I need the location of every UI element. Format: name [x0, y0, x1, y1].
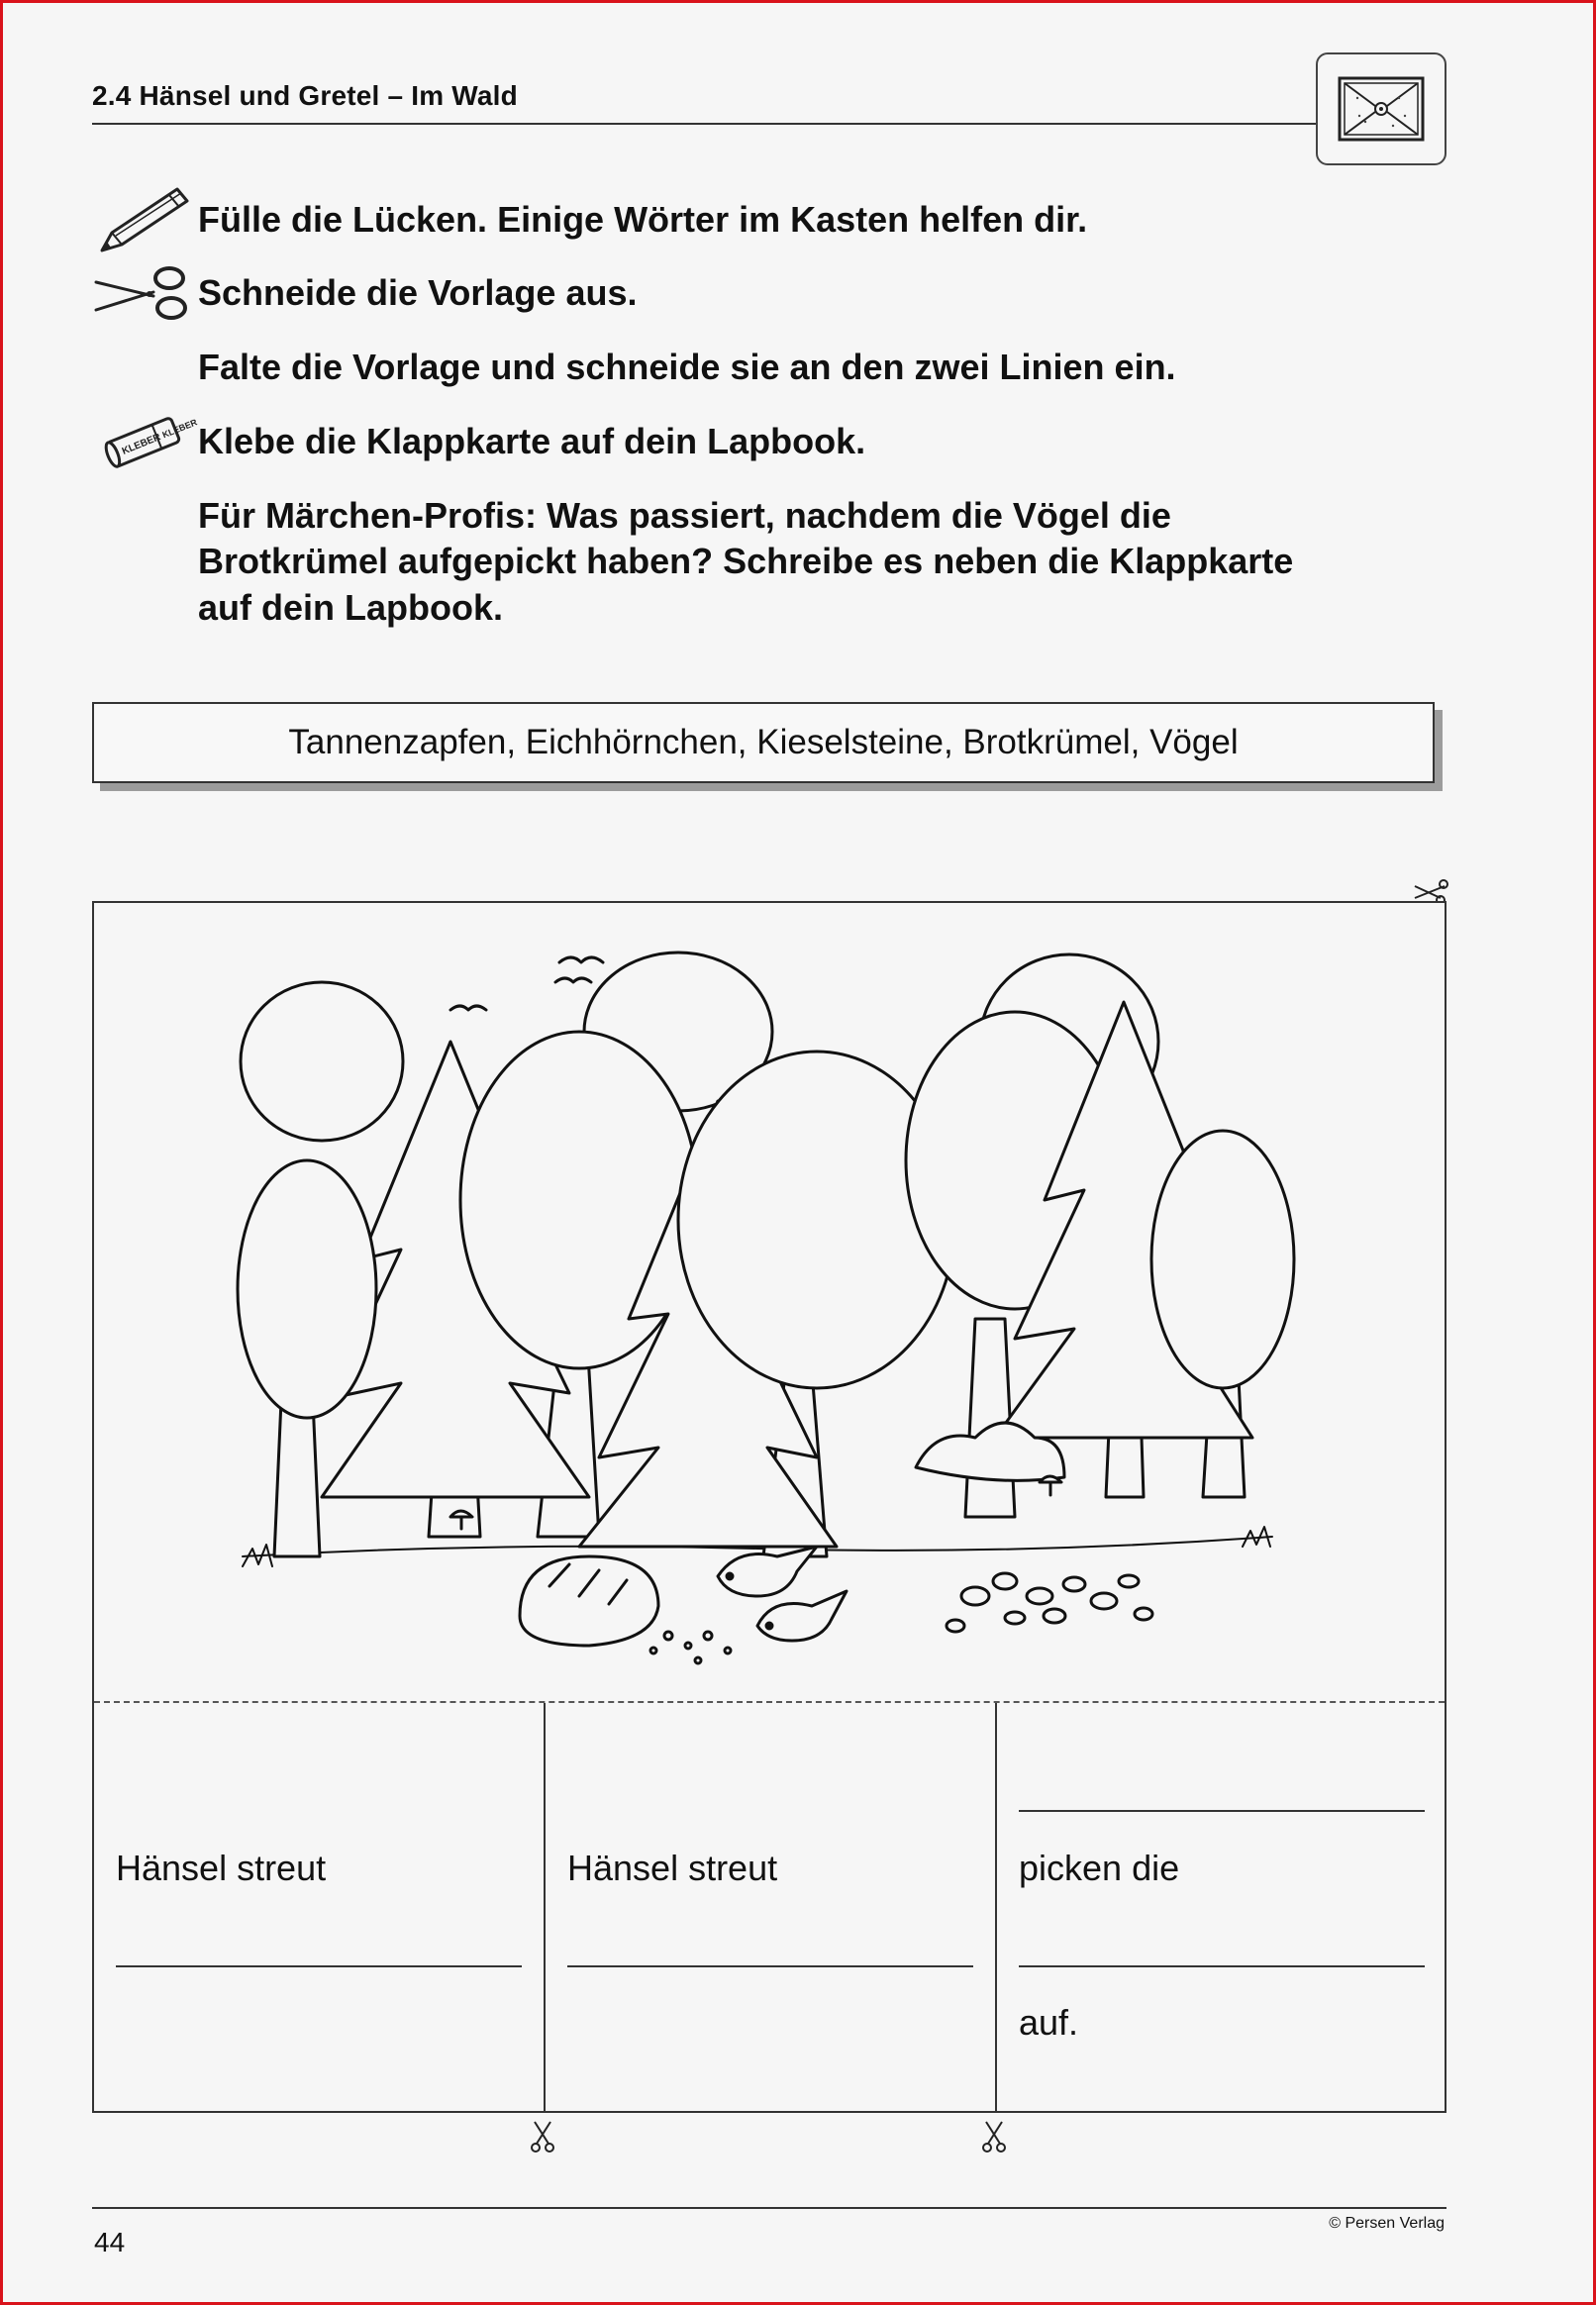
word-box: Tannenzapfen, Eichhörnchen, Kieselsteine, Brotkrümel, Vögel: [92, 702, 1435, 783]
panel-1-write-line[interactable]: [116, 1965, 522, 1967]
forest-illustration: [203, 943, 1332, 1675]
panel-3-write-line-top[interactable]: [1019, 1810, 1425, 1812]
fold-line: [94, 1701, 1445, 1703]
cut-scissors-icon-1: [531, 2120, 554, 2158]
scissors-icon: [94, 262, 193, 329]
instruction-fold-and-cut: Falte die Vorlage und schneide sie an den zwei Linien ein.: [198, 347, 1176, 387]
section-title: 2.4 Hänsel und Gretel – Im Wald: [92, 80, 518, 111]
panel-3-suffix: auf.: [1019, 2002, 1079, 2043]
instruction-profi-line-3: auf dein Lapbook.: [198, 587, 504, 628]
svg-text:KLEBER: KLEBER: [160, 417, 199, 441]
instruction-fill-gaps: Fülle die Lücken. Einige Wörter im Kasten helfen dir.: [198, 199, 1088, 240]
instruction-profi-line-2: Brotkrümel aufgepickt haben? Schreibe es neben die Klappkarte: [198, 541, 1294, 581]
fold-card: [92, 901, 1446, 2113]
panel-3-prompt: picken die: [1019, 1848, 1180, 1888]
panel-2-prompt: Hänsel streut: [567, 1848, 778, 1888]
instruction-glue: Klebe die Klappkarte auf dein Lapbook.: [198, 421, 866, 461]
page-number: 44: [94, 2227, 126, 2257]
panel-1-prompt: Hänsel streut: [116, 1848, 327, 1888]
svg-text:KLEBER: KLEBER: [120, 432, 162, 457]
envelope-icon: [1316, 52, 1446, 165]
panel-3-write-line-bottom[interactable]: [1019, 1965, 1425, 1967]
footer-rule: [92, 2207, 1446, 2209]
pencil-icon: [98, 183, 193, 259]
instruction-profi-line-1: Für Märchen-Profis: Was passiert, nachdem die Vögel die: [198, 495, 1171, 536]
panel-divider-2: [995, 1703, 997, 2113]
cut-scissors-icon-2: [982, 2120, 1006, 2158]
header-rule: [92, 123, 1318, 125]
panel-divider-1: [544, 1703, 546, 2113]
glue-stick-icon: [102, 409, 199, 477]
copyright: © Persen Verlag: [1329, 2215, 1445, 2232]
instruction-cut-out: Schneide die Vorlage aus.: [198, 272, 638, 313]
panel-2-write-line[interactable]: [567, 1965, 973, 1967]
